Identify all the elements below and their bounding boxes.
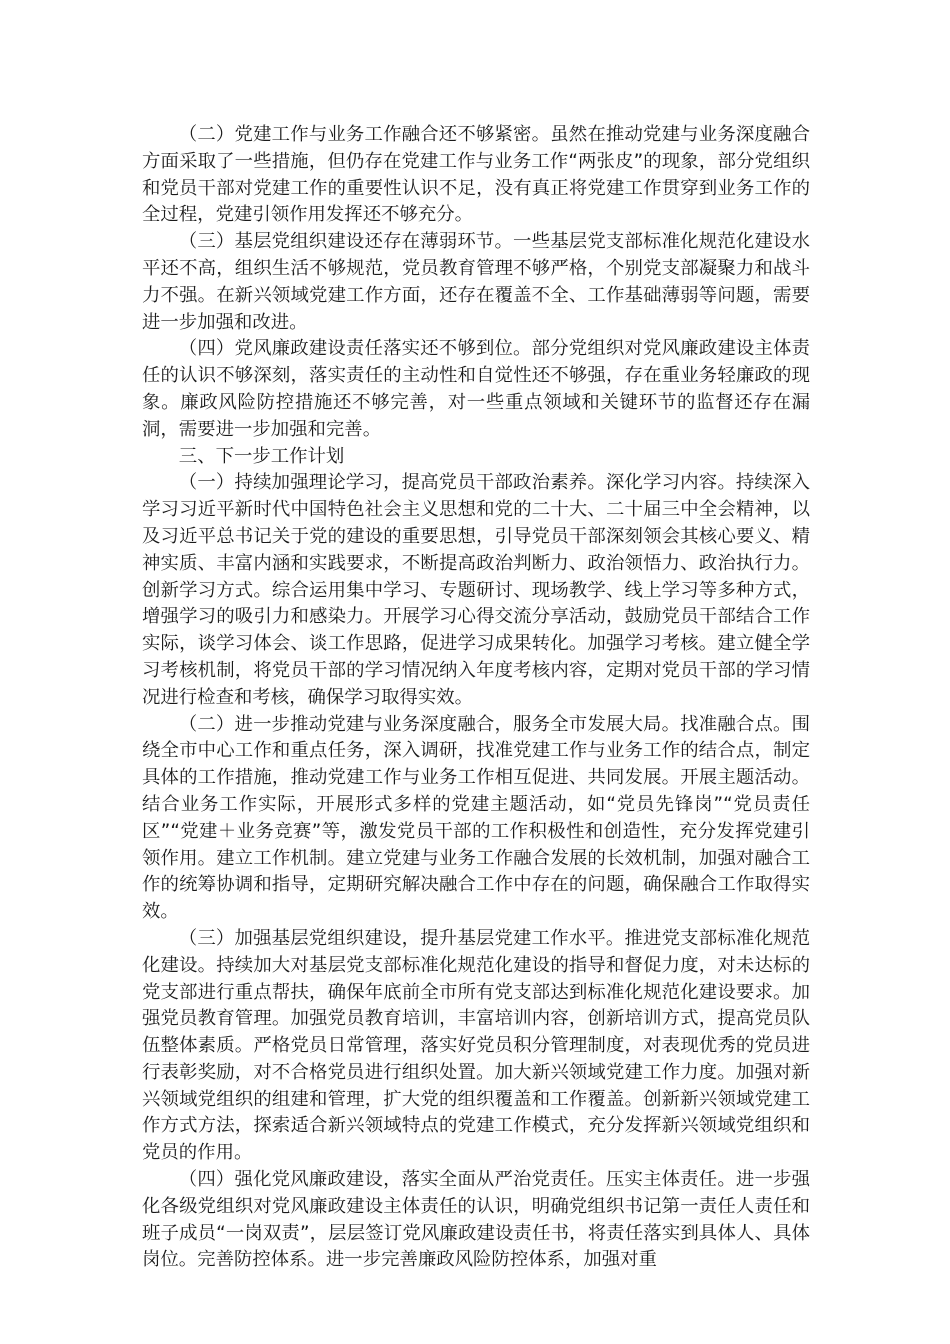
paragraph-section-3-4: （四）强化党风廉政建设，落实全面从严治党责任。压实主体责任。进一步强化各级党组织对党风廉政建设主体责任的认识，明确党组织书记第一责任人责任和班子成员“一岗双责”，层层签订党风廉政建设责任书，将责任落实到具体人、具体岗位。完善防控体系。进一步完善廉政风险防控体系，加强对重: [142, 1169, 810, 1271]
paragraph-section-2-3: （三）基层党组织建设还存在薄弱环节。一些基层党支部标准化规范化建设水平还不高，组织生活不够规范，党员教育管理不够严格，个别党支部凝聚力和战斗力不强。在新兴领域党建工作方面，还存在覆盖不全、工作基础薄弱等问题，需要进一步加强和改进。: [142, 231, 810, 333]
document-page: [142, 122, 810, 1274]
paragraph-section-3-2: （二）进一步推动党建与业务深度融合，服务全市发展大局。找准融合点。围绕全市中心工作和重点任务，深入调研，找准党建工作与业务工作的结合点，制定具体的工作措施，推动党建工作与业务工作相互促进、共同发展。开展主题活动。结合业务工作实际，开展形式多样的党建主题活动，如“党员先锋岗”“党员责任区”“党建＋业务竞赛”等，激发党员干部的工作积极性和创造性，充分发挥党建引领作用。建立工作机制。建立党建与业务工作融合发展的长效机制，加强对融合工作的统筹协调和指导，定期研究解决融合工作中存在的问题，确保融合工作取得实效。: [142, 713, 810, 923]
paragraph-section-3-3: （三）加强基层党组织建设，提升基层党建工作水平。推进党支部标准化规范化建设。持续加大对基层党支部标准化规范化建设的指导和督促力度，对未达标的党支部进行重点帮扶，确保年底前全市所有党支部达到标准化规范化建设要求。加强党员教育管理。加强党员教育培训，丰富培训内容，创新培训方式，提高党员队伍整体素质。严格党员日常管理，落实好党员积分管理制度，对表现优秀的党员进行表彰奖励，对不合格党员进行组织处置。加大新兴领域党建工作力度。加强对新兴领域党组织的组建和管理，扩大党的组织覆盖和工作覆盖。创新新兴领域党建工作方式方法，探索适合新兴领域特点的党建工作模式，充分发挥新兴领域党组织和党员的作用。: [142, 927, 810, 1164]
paragraph-section-2-2: （二）党建工作与业务工作融合还不够紧密。虽然在推动党建与业务深度融合方面采取了一些措施，但仍存在党建工作与业务工作“两张皮”的现象，部分党组织和党员干部对党建工作的重要性认识不足，没有真正将党建工作贯穿到业务工作的全过程，党建引领作用发挥还不够充分。: [142, 124, 810, 226]
section-heading-3: 三、下一步工作计划: [178, 445, 345, 467]
paragraph-section-3-1: （一）持续加强理论学习，提高党员干部政治素养。深化学习内容。持续深入学习习近平新时代中国特色社会主义思想和党的二十大、二十届三中全会精神，以及习近平总书记关于党的建设的重要思想，引导党员干部深刻领会其核心要义、精神实质、丰富内涵和实践要求，不断提高政治判断力、政治领悟力、政治执行力。创新学习方式。综合运用集中学习、专题研讨、现场教学、线上学习等多种方式，增强学习的吸引力和感染力。开展学习心得交流分享活动，鼓励党员干部结合工作实际，谈学习体会、谈工作思路，促进学习成果转化。加强学习考核。建立健全学习考核机制，将党员干部的学习情况纳入年度考核内容，定期对党员干部的学习情况进行检查和考核，确保学习取得实效。: [142, 472, 810, 708]
paragraph-section-2-4: （四）党风廉政建设责任落实还不够到位。部分党组织对党风廉政建设主体责任的认识不够深刻，落实责任的主动性和自觉性还不够强，存在重业务轻廉政的现象。廉政风险防控措施还不够完善，对一些重点领域和关键环节的监督还存在漏洞，需要进一步加强和完善。: [142, 338, 810, 440]
